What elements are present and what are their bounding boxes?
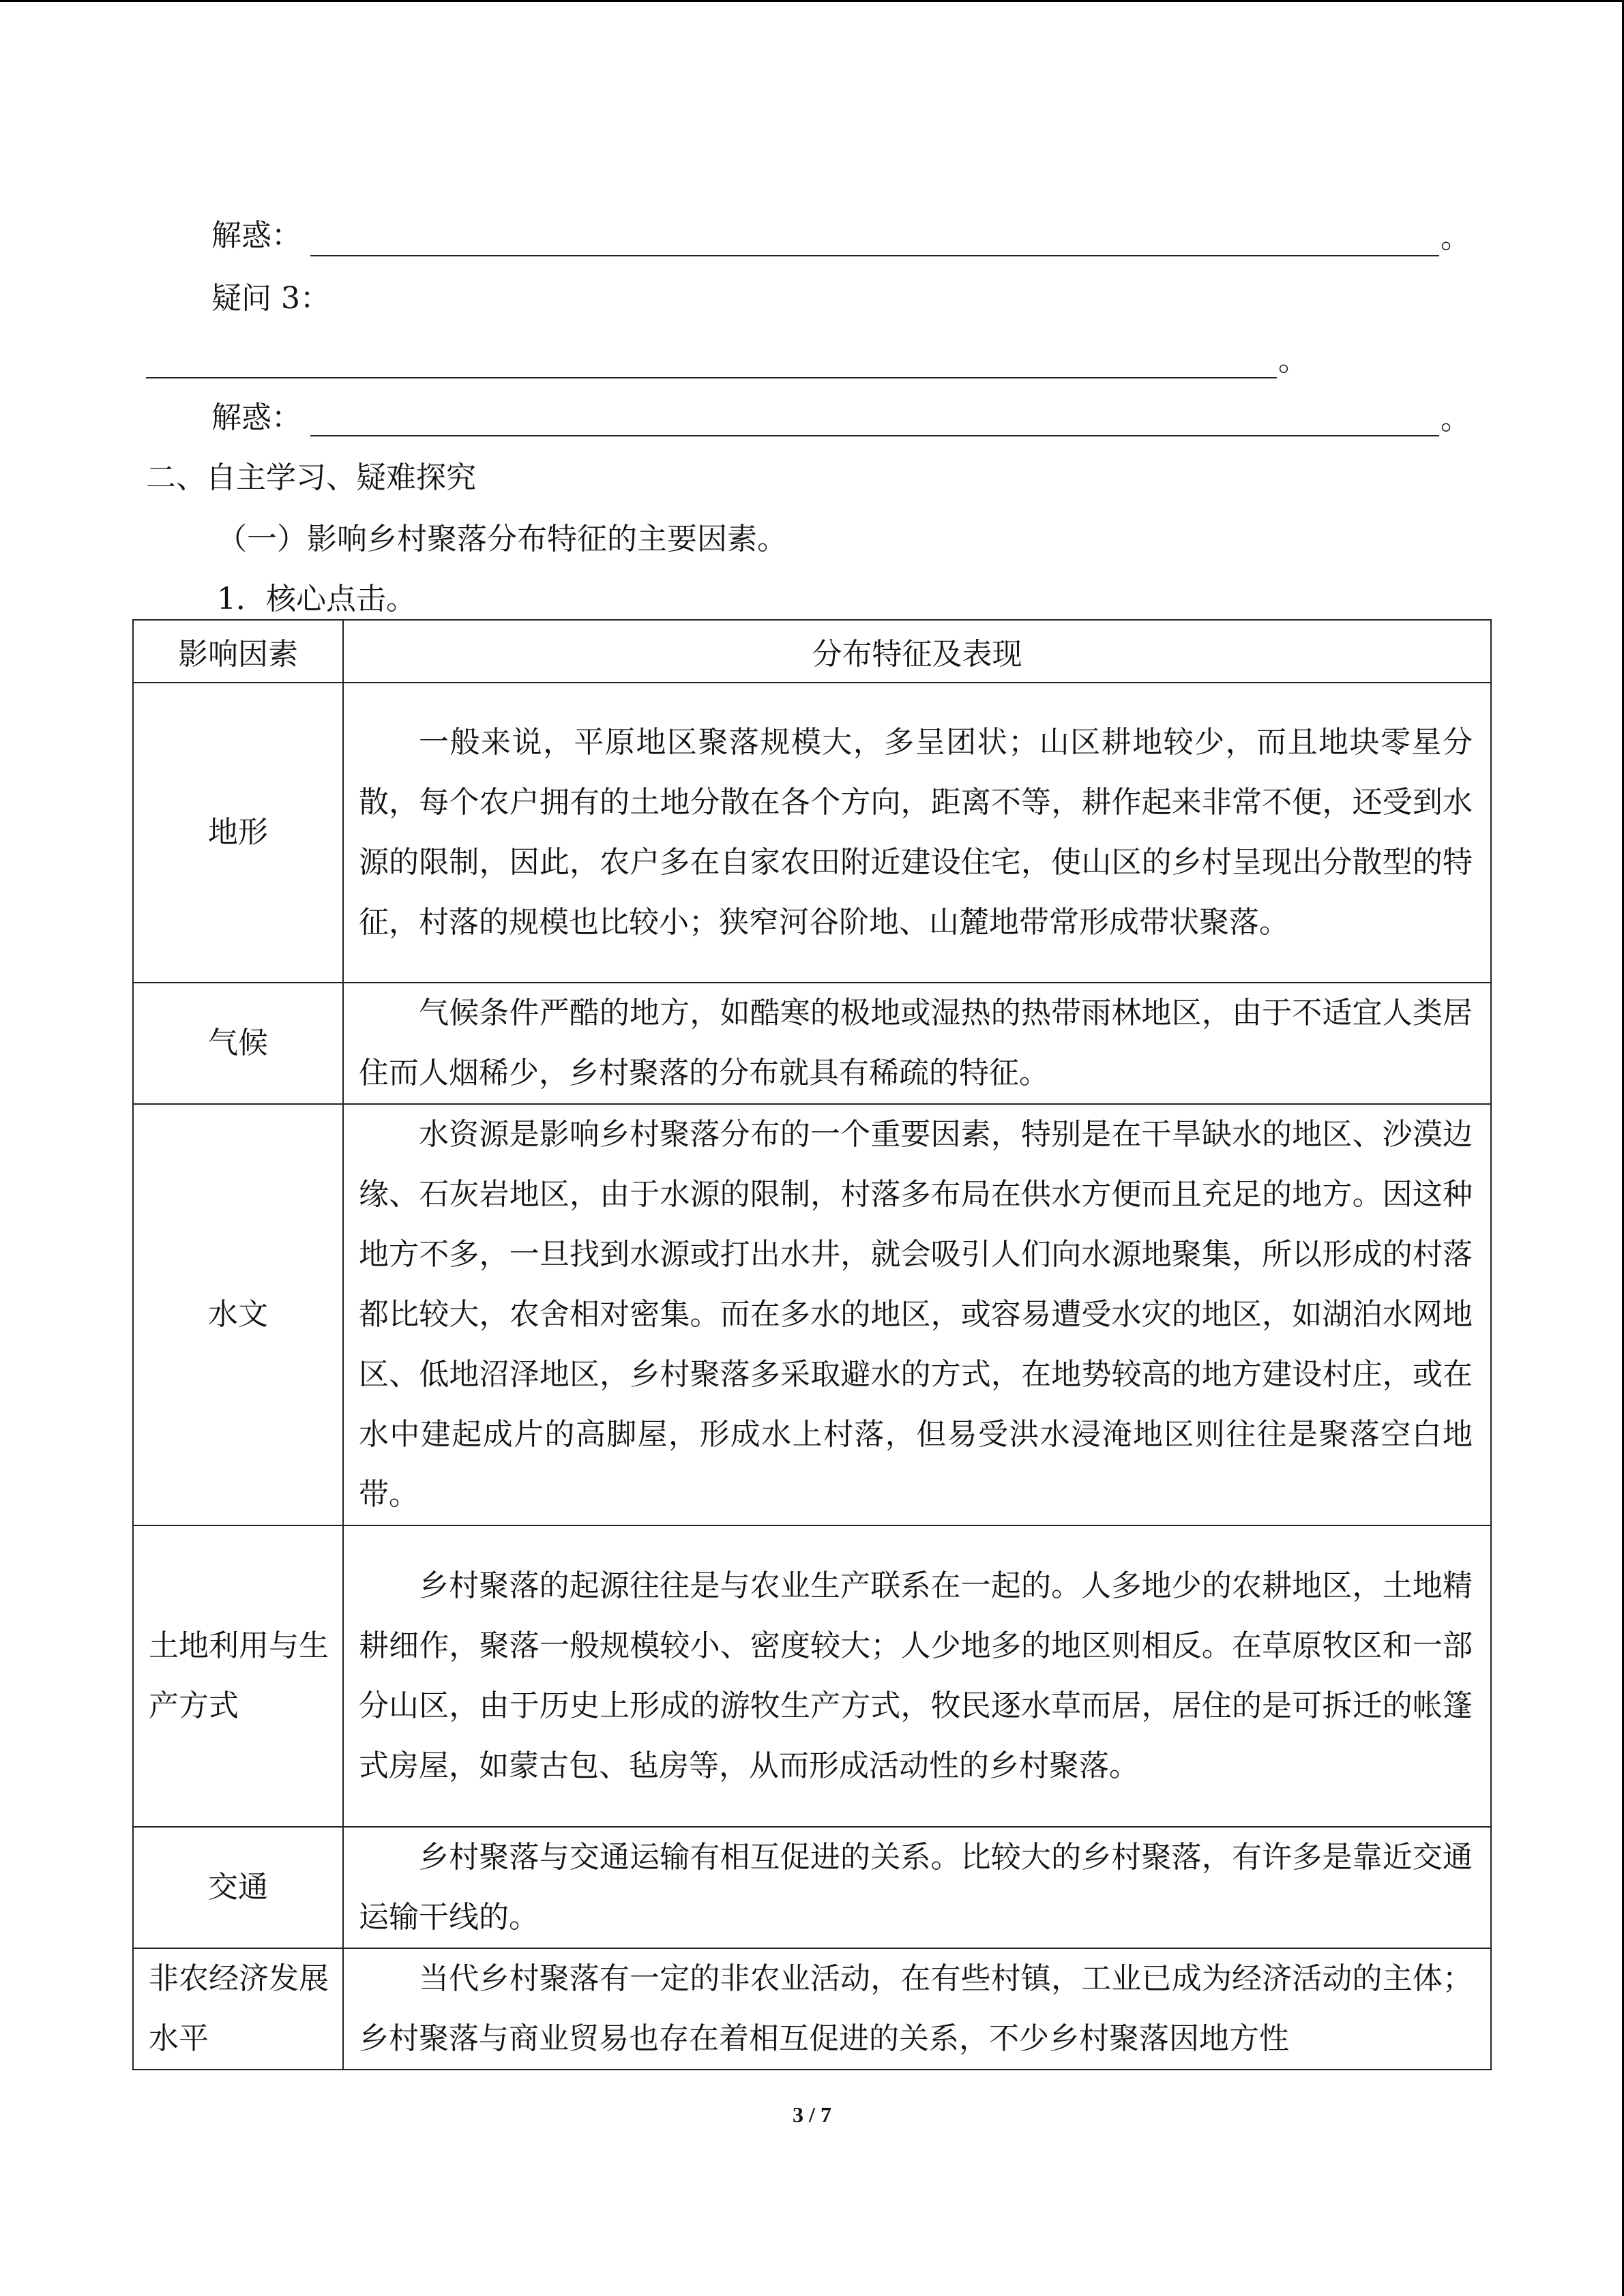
table-row — [133, 683, 1491, 983]
factor-non-agri-economy: 非农经济发展水平 — [133, 1948, 343, 2070]
table-row — [133, 1948, 1491, 2070]
answer-period-2: 。 — [1441, 402, 1471, 436]
description-hydrology — [343, 1104, 1491, 1525]
page-number: 3 / 7 — [793, 2102, 831, 2127]
description-land-use — [343, 1525, 1491, 1827]
factor-hydrology: 水文 — [133, 1104, 343, 1525]
answer-label-1: 解惑： — [211, 218, 301, 253]
table-row — [133, 1827, 1491, 1948]
answer-period-1: 。 — [1441, 220, 1471, 255]
description-climate — [343, 983, 1491, 1104]
item-title: 1．核心点击。 — [217, 582, 416, 616]
factor-land-use: 土地利用与生产方式 — [133, 1525, 343, 1827]
table-row — [133, 1104, 1491, 1525]
table-header-description: 分布特征及表现 — [343, 620, 1491, 683]
question-3-label: 疑问 3： — [211, 281, 330, 316]
subsection-title: （一）影响乡村聚落分布特征的主要因素。 — [217, 522, 787, 556]
table-row — [133, 1525, 1491, 1827]
description-text: 乡村聚落与交通运输有相互促进的关系。比较大的乡村聚落，有许多是靠近交通运输干线的。 — [359, 1840, 1473, 1935]
question-3-period: 。 — [1278, 343, 1308, 378]
description-transport — [343, 1827, 1491, 1948]
answer-label-2: 解惑： — [211, 400, 301, 435]
table-header-factor: 影响因素 — [133, 620, 343, 683]
factor-table — [132, 619, 1492, 2070]
table-header-row — [133, 620, 1491, 683]
description-text: 水资源是影响乡村聚落分布的一个重要因素，特别是在干旱缺水的地区、沙漠边缘、石灰岩地区，由于水源的限制，村落多布局在供水方便而且充足的地方。因这种地方不多，一旦找到水源或打出水井，就会吸引人们向水源地聚集，所以形成的村落都比较大，农舍相对密集。而在多水的地区，或容易遭受水灾的地区，如湖泊水网地区、低地沼泽地区，乡村聚落多采取避水的方式，在地势较高的地方建设村庄，或在水中建起成片的高脚屋，形成水上村落，但易受洪水浸淹地区则往往是聚落空白地带。 — [359, 1117, 1473, 1512]
section-two-title: 二、自主学习、疑难探究 — [146, 460, 476, 495]
table-row — [133, 983, 1491, 1104]
factor-terrain: 地形 — [133, 683, 343, 983]
description-text: 气候条件严酷的地方，如酷寒的极地或湿热的热带雨林地区，由于不适宜人类居住而人烟稀少，乡村聚落的分布就具有稀疏的特征。 — [359, 996, 1473, 1090]
answer-blank-2[interactable] — [310, 435, 1439, 436]
description-text: 当代乡村聚落有一定的非农业活动，在有些村镇，工业已成为经济活动的主体；乡村聚落与商业贸易也存在着相互促进的关系，不少乡村聚落因地方性 — [359, 1961, 1473, 2056]
answer-blank-1[interactable] — [310, 255, 1439, 256]
description-non-agri-economy — [343, 1948, 1491, 2070]
factor-transport: 交通 — [133, 1827, 343, 1948]
description-text: 乡村聚落的起源往往是与农业生产联系在一起的。人多地少的农耕地区，土地精耕细作，聚落一般规模较小、密度较大；人少地多的地区则相反。在草原牧区和一部分山区，由于历史上形成的游牧生产方式，牧民逐水草而居，居住的是可拆迁的帐篷式房屋，如蒙古包、毡房等，从而形成活动性的乡村聚落。 — [359, 1568, 1473, 1783]
description-terrain — [343, 683, 1491, 983]
description-text: 一般来说，平原地区聚落规模大，多呈团状；山区耕地较少，而且地块零星分散，每个农户拥有的土地分散在各个方向，距离不等，耕作起来非常不便，还受到水源的限制，因此，农户多在自家农田附近建设住宅，使山区的乡村呈现出分散型的特征，村落的规模也比较小；狭窄河谷阶地、山麓地带常形成带状聚落。 — [359, 725, 1473, 940]
question-3-blank[interactable] — [146, 377, 1277, 378]
factor-climate: 气候 — [133, 983, 343, 1104]
